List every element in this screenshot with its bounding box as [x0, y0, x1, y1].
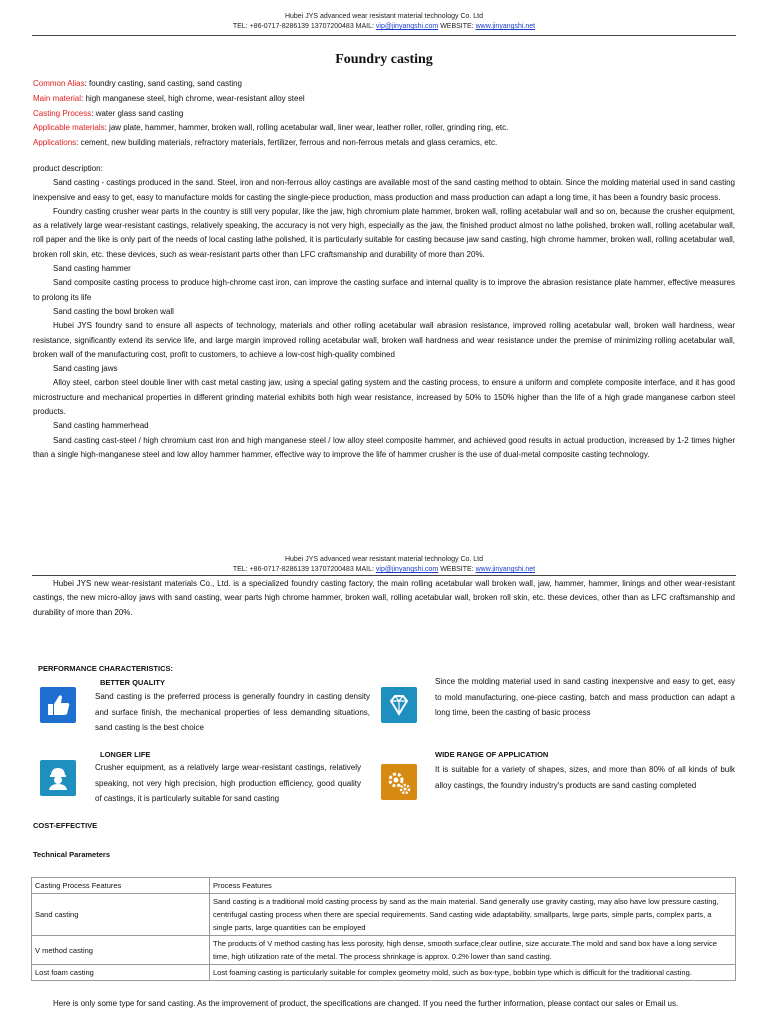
- footer-note: [33, 997, 735, 1011]
- paragraph: Hubei JYS new wear-resistant materials Co., Ltd. is a specialized foundry casting factory, the main rolling acetabular wall broken wall, jaw, hammer, hammer, linings and other wear-resistant castings, the new micro-alloy jaws with sand casting, wear parts high chrome hammer, broken wall, rolling acetabular wall, broken roll skin, etc. these devices, other than as LFC craftsmanship and durability of more than 20%.: [33, 579, 735, 617]
- table-cell-desc: Lost foaming casting is particularly suitable for complex geometry mold, such as box-type, bobbin type which is difficult for the traditional casting.: [210, 965, 736, 981]
- attr-value: : foundry casting, sand casting, sand casting: [84, 79, 243, 88]
- header-rule: [32, 35, 736, 36]
- description-heading: product description:: [33, 164, 103, 173]
- table-row: [32, 894, 736, 936]
- company-name: Hubei JYS advanced wear resistant material technology Co. Ltd: [284, 13, 484, 20]
- feature-text-easy-material: Since the molding material used in sand casting inexpensive and easy to get, easy to mold manufacturing, one-piece casting, batch and mass production can adapt a long time, been the casting of basic process: [435, 677, 735, 717]
- feature-title-wide-range: WIDE RANGE OF APPLICATION: [435, 750, 549, 759]
- worker-icon: [40, 760, 76, 796]
- gears-icon: [381, 764, 417, 800]
- performance-heading: PERFORMANCE CHARACTERISTICS:: [38, 664, 173, 673]
- feature-title-better-quality: BETTER QUALITY: [100, 678, 165, 687]
- table-row: [32, 965, 736, 981]
- table-header-cell: Process Features: [210, 878, 736, 894]
- attr-value: : water glass sand casting: [91, 108, 184, 118]
- feature-text-better-quality: Sand casting is the preferred process is generally foundry in casting density and surface finish, the mechanical properties of less demanding situations, sand casting is the best choice: [95, 692, 370, 732]
- attr-key: Applicable materials: [33, 123, 105, 133]
- subheading: Sand casting hammerhead: [53, 421, 149, 431]
- letterhead-page2: [0, 555, 768, 575]
- website-label: WEBSITE:: [438, 23, 476, 30]
- attr-value: : jaw plate, hammer, hammer, broken wall, rolling acetabular wall, liner wear, leather roller, roller, grinding ring, etc.: [104, 123, 509, 133]
- contact-prefix: TEL: +86-0717-8286139 13707200483 MAIL:: [232, 23, 376, 30]
- cost-effective-title: COST-EFFECTIVE: [33, 821, 98, 830]
- table-header-row: [32, 878, 736, 894]
- attr-key: Common Alias: [33, 79, 85, 88]
- subheading: Sand casting jaws: [53, 364, 118, 374]
- page-title: Foundry casting: [335, 52, 433, 67]
- diamond-icon: [381, 687, 417, 723]
- attr-common-alias: [33, 77, 737, 92]
- attr-applicable-materials: [33, 121, 737, 136]
- contact-line: [0, 22, 768, 32]
- table-row: [32, 936, 736, 965]
- table-header-cell: Casting Process Features: [32, 878, 210, 894]
- contact-line: [0, 565, 768, 575]
- email-link[interactable]: vip@jinyangshi.com: [375, 23, 439, 30]
- paragraph: Foundry casting crusher wear parts in the country is still very popular, like the jaw, high chromium plate hammer, broken wall, rolling acetabular wall and so on, because the crusher equipment, as a relatively large wear-resistant castings, relatively speaking, the accuracy is not very high, especially as the jaw, the finished product almost no lathe polished, broken wall, rolling acetabular wall, roll paper and the like is only part of the needs of local casting lathe polished, it is particularly suitable for casting because jaw sand casting, high chrome hammer, broken wall, rolling acetabular wall, broken roll skin, etc. these devices, such as wear-resistant parts other than LFC craftsmanship and durability of more than 20%.: [33, 206, 735, 259]
- product-description: [33, 162, 735, 462]
- attr-applications: [33, 136, 737, 151]
- attr-value: : high manganese steel, high chrome, wear-resistant alloy steel: [81, 93, 305, 103]
- table-cell-desc: Sand casting is a traditional mold casting process by sand as the main material. Sand generally use gravity casting, may also have low pressure casting, centrifugal casting process when there are special requirements. Sand casting wide adaptability, smallparts, large parts, simple parts, complex parts, a single parts, large quantities can be employed: [210, 894, 736, 936]
- table-cell-name: Lost foam casting: [32, 965, 210, 981]
- paragraph: Here is only some type for sand casting. As the improvement of product, the specifications are changed. If you need the further information, please contact our sales or Email us.: [53, 999, 679, 1008]
- paragraph: Sand composite casting process to produce high-chrome cast iron, can improve the casting surface and internal quality is to improve the abrasion resistance plate hammer, effective measures to prolong its life: [33, 278, 735, 302]
- table-cell-desc: The products of V method casting has less porosity, high dense, smooth surface,clear outline, size accurate.The mold and sand box have a long service time, high utilization rate of the metal. The process shrinkage is approx. 0.2% lower than sand casting.: [210, 936, 736, 965]
- website-label: WEBSITE:: [438, 566, 476, 573]
- feature-text-wide-range: It is suitable for a variety of shapes, sizes, and more than 80% of all kinds of bulk alloy castings, the foundry industry's products are sand casting completed: [435, 765, 735, 790]
- paragraph: Sand casting - castings produced in the sand. Steel, iron and non-ferrous alloy castings are available most of the sand casting method to obtain. Since the molding material used in sand casting inexpensive and easy to get, easy to manufacture molds for casting the single-piece production, mass production and mass production can adapt a long time, it has been a foundry basic process.: [33, 178, 735, 202]
- attribute-list: [33, 77, 737, 151]
- attr-key: Applications: [33, 138, 77, 148]
- technical-table: [31, 877, 736, 981]
- company-intro: [33, 577, 735, 620]
- company-name: Hubei JYS advanced wear resistant material technology Co. Ltd: [284, 556, 484, 563]
- technical-heading: Technical Parameters: [33, 850, 110, 859]
- attr-casting-process: [33, 107, 737, 122]
- table-cell-name: Sand casting: [32, 894, 210, 936]
- paragraph: Hubei JYS foundry sand to ensure all aspects of technology, materials and other rolling acetabular wall abrasion resistance, improved rolling acetabular wall, broken wall hardness, wear resistance, significantly extend its service life, and large margin improved rolling acetabular wall, broken wall hardness and wear resistance under the premise of minimizing rolling acetabular wall, broken wall of the manufacturing cost, profit to customers, to achieve a low-cost high-quality combined: [33, 321, 735, 359]
- website-link[interactable]: www.jinyangshi.net: [475, 23, 536, 30]
- contact-prefix: TEL: +86-0717-8286139 13707200483 MAIL:: [232, 566, 376, 573]
- feature-text-longer-life: Crusher equipment, as a relatively large wear-resistant castings, relatively speaking, not very high precision, high production efficiency, good quality of castings, it is particularly suitable for sand casting: [95, 763, 361, 803]
- subheading: Sand casting hammer: [53, 264, 131, 274]
- feature-title-longer-life: LONGER LIFE: [100, 750, 151, 759]
- attr-key: Main material: [33, 93, 82, 103]
- email-link[interactable]: vip@jinyangshi.com: [375, 566, 439, 573]
- header-rule: [32, 575, 736, 576]
- website-link[interactable]: www.jinyangshi.net: [475, 566, 536, 573]
- attr-value: : cement, new building materials, refractory materials, fertilizer, ferrous and non-ferrous metals and glass ceramics, etc.: [76, 138, 498, 148]
- letterhead: [0, 12, 768, 32]
- table-cell-name: V method casting: [32, 936, 210, 965]
- thumbs-up-icon: [40, 687, 76, 723]
- attr-key: Casting Process: [33, 108, 92, 118]
- attr-main-material: [33, 92, 737, 107]
- paragraph: Sand casting cast-steel / high chromium cast iron and high manganese steel / low alloy steel composite hammer, and achieved good results in actual production, increased by 1-2 times higher than a single high-manganese steel and low alloy hammer hammer, effective way to improve the life of hammer crusher is the use of dual-metal composite casting technology.: [33, 435, 735, 459]
- paragraph: Alloy steel, carbon steel double liner with cast metal casting jaw, using a special gating system and the casting process, to ensure a uniform and complete composite interface, and it has good microstructure and mechanical properties in different grinding material exhibits both high wear resistance, increased by 50% to 150% higher than the life of a high grade manganese carbon steel products.: [33, 378, 735, 417]
- subheading: Sand casting the bowl broken wall: [53, 306, 174, 316]
